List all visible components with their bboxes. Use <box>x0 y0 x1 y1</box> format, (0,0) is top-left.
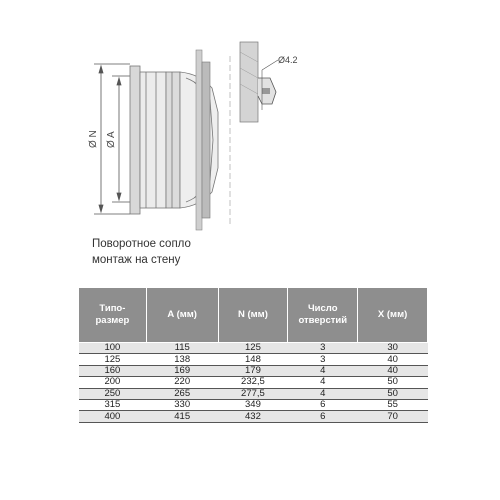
table-header-row <box>79 288 428 343</box>
cell: 3 <box>288 354 358 365</box>
cell: 265 <box>146 388 218 399</box>
header-x: X (мм) <box>358 288 428 343</box>
cell: 125 <box>218 343 288 354</box>
mounting-detail <box>240 42 278 122</box>
cell: 169 <box>146 365 218 376</box>
cell: 100 <box>79 343 147 354</box>
cell: 250 <box>79 388 147 399</box>
table-row <box>79 377 428 388</box>
cell: 6 <box>288 399 358 410</box>
caption-line-2: монтаж на стену <box>92 254 181 266</box>
table-row <box>79 354 428 365</box>
spec-table <box>78 287 428 423</box>
table-row <box>79 399 428 410</box>
technical-drawing <box>0 0 500 240</box>
table-row <box>79 365 428 376</box>
cell: 415 <box>146 411 218 422</box>
table-row <box>79 388 428 399</box>
table-row <box>79 343 428 354</box>
dim-a-label: Ø A <box>106 131 117 148</box>
cell: 400 <box>79 411 147 422</box>
header-a: A (мм) <box>146 288 218 343</box>
cell: 50 <box>358 388 428 399</box>
cell: 30 <box>358 343 428 354</box>
cell: 160 <box>79 365 147 376</box>
dim-hole-label: Ø4.2 <box>278 55 298 65</box>
header-size: Типо- размер <box>79 288 147 343</box>
cell: 50 <box>358 377 428 388</box>
cell: 200 <box>79 377 147 388</box>
caption-line-1: Поворотное сопло <box>92 238 191 250</box>
cell: 70 <box>358 411 428 422</box>
drawing-caption <box>92 236 191 268</box>
table-row <box>79 411 428 422</box>
cell: 349 <box>218 399 288 410</box>
cell: 4 <box>288 365 358 376</box>
cell: 330 <box>146 399 218 410</box>
cell: 115 <box>146 343 218 354</box>
cell: 179 <box>218 365 288 376</box>
cell: 40 <box>358 365 428 376</box>
cell: 40 <box>358 354 428 365</box>
dim-n-label: Ø N <box>88 130 99 148</box>
cell: 277,5 <box>218 388 288 399</box>
cell: 125 <box>79 354 147 365</box>
cell: 220 <box>146 377 218 388</box>
cell: 148 <box>218 354 288 365</box>
cell: 138 <box>146 354 218 365</box>
cell: 3 <box>288 343 358 354</box>
cell: 4 <box>288 377 358 388</box>
cell: 55 <box>358 399 428 410</box>
cell: 4 <box>288 388 358 399</box>
cell: 232,5 <box>218 377 288 388</box>
header-holes: Число отверстий <box>288 288 358 343</box>
cell: 432 <box>218 411 288 422</box>
cell: 6 <box>288 411 358 422</box>
header-n: N (мм) <box>218 288 288 343</box>
cell: 315 <box>79 399 147 410</box>
